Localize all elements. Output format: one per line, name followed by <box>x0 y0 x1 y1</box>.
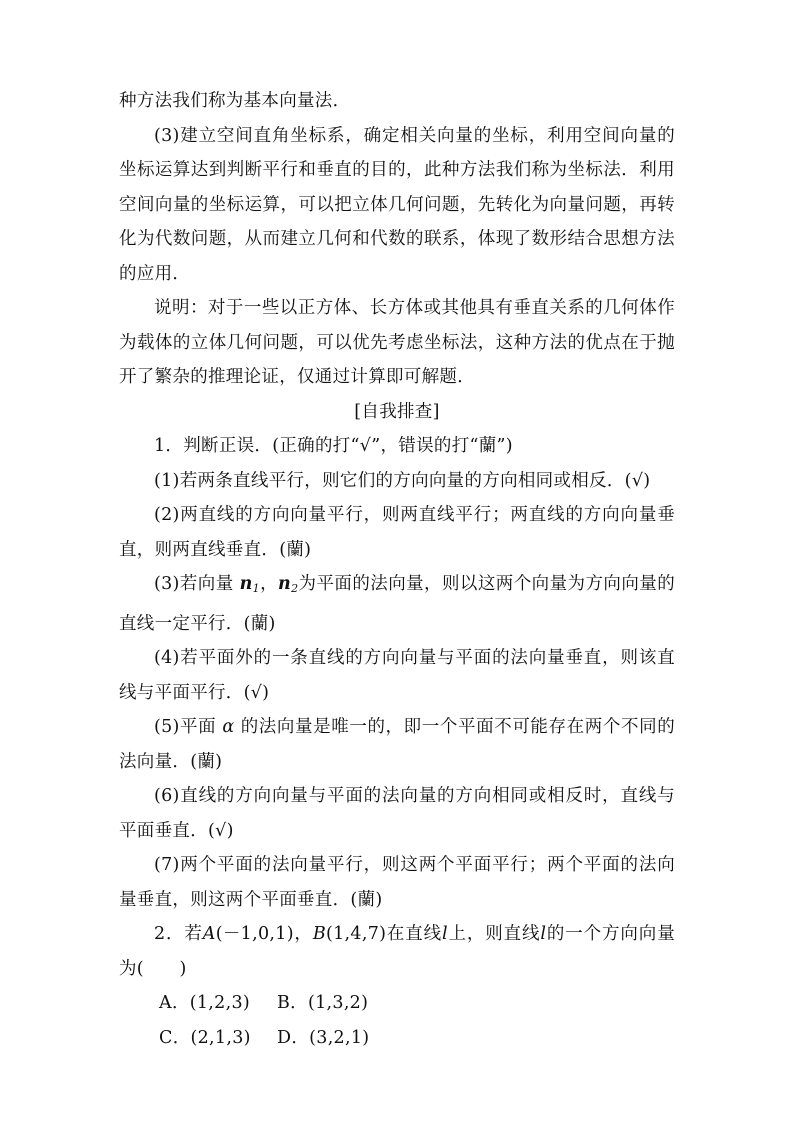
option-d: D．(3,2,1) <box>277 1027 370 1048</box>
section-title: [自我排查] <box>354 401 440 422</box>
option-c: C．(2,1,3) <box>159 1027 251 1048</box>
paragraph-note: 说明：对于一些以正方体、长方体或其他具有垂直关系的几何体作为载体的立体几何问题，可以优先考虑坐标法，这种方法的优点在于抛开了繁杂的推理论证，仅通过计算即可解题． <box>119 298 675 387</box>
option-a: A．(1,2,3) <box>159 993 251 1013</box>
point-a: A <box>202 924 216 944</box>
question-2-stem: 2．若A(－1,0,1)，B(1,4,7)在直线l上，则直线l的一个方向向量为( ) <box>119 924 675 979</box>
item-3-text: 为平面的法向量，则以这两个向量为方向向量的直线一定平行．(蘭) <box>119 574 675 634</box>
question-2-options-row-2 <box>119 1021 675 1056</box>
question-1-item-2: (2)两直线的方向向量平行，则两直线平行；两直线的方向向量垂直，则两直线垂直．(蘭) <box>119 505 675 560</box>
item-3-separator: ， <box>259 574 279 594</box>
question-1-item-5 <box>119 710 675 779</box>
item-5-text: 的法向量是唯一的，即一个平面不可能存在两个不同的法向量．(蘭) <box>119 717 675 772</box>
question-1-stem: 1．判断正误．(正确的打“√”，错误的打“蘭”) <box>154 436 513 456</box>
question-1-item-6: (6)直线的方向向量与平面的法向量的方向相同或相反时，直线与平面垂直．(√) <box>119 786 675 841</box>
vector-n1: $n_1$ <box>239 574 260 595</box>
item-5-prefix: (5)平面 <box>154 717 223 737</box>
option-b: B．(1,3,2) <box>277 993 369 1013</box>
question-2-options-row-1 <box>119 986 675 1021</box>
page-content <box>119 84 675 1055</box>
alpha-symbol: α <box>222 717 235 737</box>
vector-n2: $n_2$ <box>278 574 299 595</box>
question-1-item-4: (4)若平面外的一条直线的方向向量与平面的法向量垂直，则该直线与平面平行．(√) <box>119 648 675 703</box>
line-l: l <box>442 924 448 944</box>
paragraph-coordinate-method: (3)建立空间直角坐标系，确定相关向量的坐标，利用空间向量的坐标运算达到判断平行和垂直的目的，此种方法我们称为坐标法．利用空间向量的坐标运算，可以把立体几何问题，先转化为向量问题，再转化为代数问题，从而建立几何和代数的联系，体现了数形结合思想方法的应用． <box>119 125 675 284</box>
question-1-item-7: (7)两个平面的法向量平行，则这两个平面平行；两个平面的法向量垂直，则这两个平面垂直．(蘭) <box>119 855 675 910</box>
paragraph-basic-vector-method: 种方法我们称为基本向量法． <box>119 91 351 111</box>
item-3-prefix: (3)若向量 <box>154 574 240 594</box>
line-l: l <box>540 924 547 944</box>
point-b: B <box>312 924 326 944</box>
question-1-item-3 <box>119 567 675 641</box>
question-1-item-1: (1)若两条直线平行，则它们的方向向量的方向相同或相反．(√) <box>154 470 651 491</box>
